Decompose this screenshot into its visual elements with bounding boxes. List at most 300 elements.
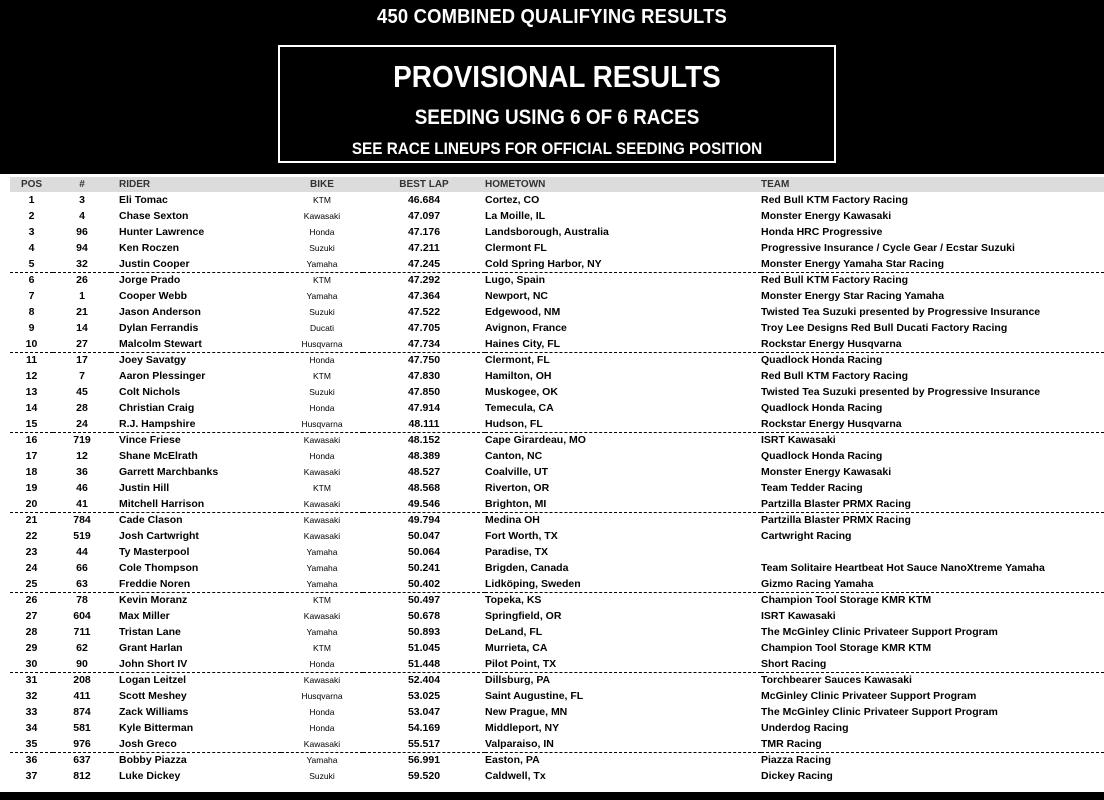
bike-cell: Yamaha <box>306 547 338 557</box>
header-bike: BIKE <box>281 177 363 192</box>
hometown-cell: Avignon, France <box>485 322 567 334</box>
table-row <box>10 304 1104 320</box>
pos-cell: 33 <box>25 706 38 718</box>
table-row <box>10 576 1104 592</box>
lineup-note: SEE RACE LINEUPS FOR OFFICIAL SEEDING POSITION <box>351 139 763 158</box>
team-cell: Monster Energy Star Racing Yamaha <box>761 290 945 302</box>
rider-cell: Joey Savatgy <box>119 354 187 367</box>
team-cell: Piazza Racing <box>761 754 832 767</box>
table-row <box>10 512 1104 528</box>
page-title: 450 COMBINED QUALIFYING RESULTS <box>377 6 727 28</box>
best-lap-cell: 47.176 <box>407 226 441 238</box>
bottom-bar <box>0 792 1104 800</box>
team-cell: The McGinley Clinic Privateer Support Program <box>761 706 998 718</box>
team-cell: Champion Tool Storage KMR KTM <box>761 594 932 607</box>
table-row <box>10 688 1104 704</box>
number-cell: 14 <box>76 322 88 334</box>
pos-cell: 1 <box>28 194 35 206</box>
best-lap-cell: 51.448 <box>363 656 485 672</box>
best-lap-cell: 50.678 <box>407 610 441 622</box>
best-lap-cell: 47.245 <box>363 256 485 272</box>
rider-cell: Luke Dickey <box>119 770 181 782</box>
number-cell: 784 <box>73 514 91 527</box>
team-cell: Quadlock Honda Racing <box>761 450 883 462</box>
rider-cell: Dylan Ferrandis <box>119 322 199 334</box>
results-body <box>10 192 1104 784</box>
pos-cell: 20 <box>10 496 53 512</box>
hometown-cell: Landsborough, Australia <box>485 226 609 238</box>
table-row <box>10 528 1104 544</box>
rider-cell: Justin Cooper <box>111 256 281 272</box>
team-cell: Quadlock Honda Racing <box>761 354 883 367</box>
best-lap-cell: 56.991 <box>407 754 441 767</box>
pos-cell: 22 <box>25 530 38 542</box>
team-cell: ISRT Kawasaki <box>761 610 836 622</box>
best-lap-cell: 47.364 <box>407 290 441 302</box>
pos-cell: 8 <box>28 306 35 318</box>
header-rider: RIDER <box>111 177 281 192</box>
best-lap-cell: 59.520 <box>407 770 441 782</box>
best-lap-cell: 51.045 <box>407 642 441 654</box>
hometown-cell: Newport, NC <box>485 290 548 302</box>
table-row <box>10 656 1104 672</box>
pos-cell: 21 <box>25 514 38 527</box>
bike-cell: Honda <box>309 355 335 366</box>
number-cell: 12 <box>76 450 88 462</box>
hometown-cell: Coalville, UT <box>485 466 549 478</box>
pos-cell: 30 <box>10 656 53 672</box>
header-best-lap: BEST LAP <box>363 177 485 192</box>
rider-cell: Cade Clason <box>119 514 183 527</box>
rider-cell: Zack Williams <box>119 706 189 718</box>
best-lap-cell: 49.546 <box>363 496 485 512</box>
results-table <box>10 177 1104 784</box>
number-cell: 44 <box>76 546 88 558</box>
best-lap-cell: 48.389 <box>407 450 441 462</box>
bike-cell: Yamaha <box>306 627 338 637</box>
bike-cell: KTM <box>313 643 331 653</box>
number-cell: 66 <box>76 562 88 574</box>
rider-cell: Christian Craig <box>119 402 195 414</box>
pos-cell: 23 <box>25 546 38 558</box>
team-cell: Cartwright Racing <box>761 530 852 542</box>
hometown-cell: Medina OH <box>485 514 540 527</box>
pos-cell: 10 <box>10 336 53 352</box>
number-cell: 24 <box>53 416 111 432</box>
pos-cell: 2 <box>28 210 35 222</box>
number-cell: 45 <box>76 386 88 398</box>
hometown-cell: Brigden, Canada <box>485 562 569 574</box>
number-cell: 41 <box>53 496 111 512</box>
rider-cell: Logan Leitzel <box>119 674 187 687</box>
bike-cell: Yamaha <box>306 563 338 573</box>
table-row <box>10 464 1104 480</box>
bike-cell: KTM <box>313 195 331 205</box>
hometown-cell: Hamilton, OH <box>485 370 552 382</box>
bike-cell: Kawasaki <box>303 675 341 686</box>
table-row <box>10 224 1104 240</box>
team-cell: ISRT Kawasaki <box>761 434 836 447</box>
table-row <box>10 352 1104 368</box>
bike-cell: Kawasaki <box>281 496 363 512</box>
pos-cell: 24 <box>25 562 38 574</box>
best-lap-cell: 54.169 <box>407 722 441 734</box>
best-lap-cell: 53.047 <box>407 706 441 718</box>
pos-cell: 4 <box>28 242 35 254</box>
bike-cell: Suzuki <box>309 771 335 781</box>
table-row <box>10 624 1104 640</box>
rider-cell: Colt Nichols <box>119 386 181 398</box>
table-row <box>10 448 1104 464</box>
hometown-cell: New Prague, MN <box>485 706 568 718</box>
pos-cell: 15 <box>10 416 53 432</box>
hometown-cell: Cold Spring Harbor, NY <box>485 256 761 272</box>
rider-cell: R.J. Hampshire <box>111 416 281 432</box>
rider-cell: Garrett Marchbanks <box>119 466 219 478</box>
pos-cell: 26 <box>25 594 38 607</box>
rider-cell: Cooper Webb <box>119 290 188 302</box>
number-cell: 94 <box>76 242 88 254</box>
rider-cell: Aaron Plessinger <box>119 370 206 382</box>
pos-cell: 25 <box>10 576 53 592</box>
hometown-cell: Edgewood, NM <box>485 306 561 318</box>
pos-cell: 19 <box>25 482 38 494</box>
bike-cell: Yamaha <box>281 576 363 592</box>
number-cell: 719 <box>73 434 91 447</box>
best-lap-cell: 50.064 <box>407 546 441 558</box>
best-lap-cell: 47.850 <box>407 386 441 398</box>
table-row <box>10 544 1104 560</box>
best-lap-cell: 50.241 <box>407 562 441 574</box>
best-lap-cell: 49.794 <box>407 514 441 527</box>
team-cell: Monster Energy Yamaha Star Racing <box>761 256 1104 272</box>
table-row <box>10 288 1104 304</box>
pos-cell: 35 <box>10 736 53 752</box>
team-cell: Champion Tool Storage KMR KTM <box>761 642 932 654</box>
bike-cell: KTM <box>313 275 331 286</box>
rider-cell: Malcolm Stewart <box>111 336 281 352</box>
hometown-cell: Middleport, NY <box>485 722 560 734</box>
number-cell: 3 <box>79 194 85 206</box>
pos-cell: 31 <box>25 674 38 687</box>
bike-cell: Honda <box>309 403 335 413</box>
bike-cell: Husqvarna <box>281 416 363 432</box>
hometown-cell: Haines City, FL <box>485 336 761 352</box>
table-row <box>10 720 1104 736</box>
team-cell: Partzilla Blaster PRMX Racing <box>761 514 911 527</box>
table-row <box>10 320 1104 336</box>
hometown-cell: Riverton, OR <box>485 482 550 494</box>
table-row <box>10 336 1104 352</box>
number-cell: 812 <box>73 770 91 782</box>
bike-cell: KTM <box>313 595 331 606</box>
best-lap-cell: 47.292 <box>407 274 441 287</box>
table-row <box>10 240 1104 256</box>
bike-cell: Suzuki <box>309 243 335 253</box>
bike-cell: Honda <box>309 451 335 461</box>
number-cell: 36 <box>76 466 88 478</box>
hometown-cell: Lidköping, Sweden <box>485 576 761 592</box>
hometown-cell: Topeka, KS <box>485 594 542 607</box>
rider-cell: Hunter Lawrence <box>119 226 205 238</box>
hometown-cell: Fort Worth, TX <box>485 530 558 542</box>
team-cell: Partzilla Blaster PRMX Racing <box>761 496 1104 512</box>
rider-cell: Cole Thompson <box>119 562 199 574</box>
best-lap-cell: 47.705 <box>407 322 441 334</box>
team-cell: TMR Racing <box>761 736 1104 752</box>
best-lap-cell: 47.914 <box>407 402 441 414</box>
team-cell: The McGinley Clinic Privateer Support Program <box>761 626 998 638</box>
number-cell: 581 <box>73 722 91 734</box>
team-cell: Rockstar Energy Husqvarna <box>761 336 1104 352</box>
pos-cell: 17 <box>25 450 38 462</box>
best-lap-cell: 48.527 <box>407 466 441 478</box>
hometown-cell: La Moille, IL <box>485 210 546 222</box>
table-row <box>10 592 1104 608</box>
pos-cell: 27 <box>25 610 38 622</box>
best-lap-cell: 47.097 <box>407 210 441 222</box>
number-cell: 17 <box>76 354 88 367</box>
header-number: # <box>53 177 111 192</box>
bike-cell: Honda <box>309 723 335 733</box>
bike-cell: Yamaha <box>306 291 338 301</box>
table-row <box>10 640 1104 656</box>
bike-cell: Husqvarna <box>281 336 363 352</box>
team-cell: Dickey Racing <box>761 770 833 782</box>
table-row <box>10 608 1104 624</box>
table-header-row <box>10 177 1104 192</box>
number-cell: 21 <box>76 306 88 318</box>
hometown-cell: Cortez, CO <box>485 194 540 206</box>
header-hometown: HOMETOWN <box>485 177 761 192</box>
hometown-cell: Clermont FL <box>485 242 547 254</box>
table-row <box>10 368 1104 384</box>
number-cell: 7 <box>79 370 85 382</box>
pos-cell: 7 <box>28 290 35 302</box>
provisional-title: PROVISIONAL RESULTS <box>393 59 721 94</box>
pos-cell: 9 <box>28 322 35 334</box>
number-cell: 28 <box>76 402 88 414</box>
rider-cell: Jorge Prado <box>119 274 181 287</box>
team-cell: Red Bull KTM Factory Racing <box>761 194 909 206</box>
bike-cell: Husqvarna <box>301 691 343 701</box>
pos-cell: 12 <box>25 370 38 382</box>
best-lap-cell: 47.211 <box>408 242 440 254</box>
bike-cell: Yamaha <box>281 256 363 272</box>
pos-cell: 16 <box>25 434 38 447</box>
rider-cell: John Short IV <box>111 656 281 672</box>
hometown-cell: Murrieta, CA <box>485 642 548 654</box>
number-cell: 78 <box>76 594 88 607</box>
hometown-cell: Pilot Point, TX <box>485 656 761 672</box>
pos-cell: 13 <box>25 386 38 398</box>
rider-cell: Chase Sexton <box>119 210 189 222</box>
table-row <box>10 272 1104 288</box>
provisional-box <box>278 45 836 163</box>
pos-cell: 6 <box>28 274 35 287</box>
table-row <box>10 736 1104 752</box>
best-lap-cell: 47.734 <box>363 336 485 352</box>
number-cell: 46 <box>76 482 88 494</box>
number-cell: 711 <box>73 626 91 638</box>
table-row <box>10 384 1104 400</box>
team-cell: Honda HRC Progressive <box>761 226 883 238</box>
pos-cell: 11 <box>25 354 38 367</box>
number-cell: 26 <box>76 274 88 287</box>
bike-cell: Kawasaki <box>303 467 341 477</box>
team-cell: Monster Energy Kawasaki <box>761 210 892 222</box>
bike-cell: Kawasaki <box>303 515 341 526</box>
hometown-cell: Paradise, TX <box>485 546 549 558</box>
table-row <box>10 752 1104 768</box>
bike-cell: Kawasaki <box>281 736 363 752</box>
number-cell: 32 <box>53 256 111 272</box>
pos-cell: 5 <box>10 256 53 272</box>
hometown-cell: Caldwell, Tx <box>485 770 546 782</box>
hometown-cell: Canton, NC <box>485 450 543 462</box>
table-row <box>10 496 1104 512</box>
hometown-cell: Clermont, FL <box>485 354 550 367</box>
rider-cell: Eli Tomac <box>119 194 168 206</box>
number-cell: 208 <box>73 674 91 687</box>
rider-cell: Ty Masterpool <box>119 546 190 558</box>
best-lap-cell: 47.830 <box>407 370 441 382</box>
bike-cell: Yamaha <box>306 755 338 766</box>
table-row <box>10 704 1104 720</box>
rider-cell: Shane McElrath <box>119 450 198 462</box>
pos-cell: 3 <box>28 226 35 238</box>
best-lap-cell: 50.893 <box>407 626 441 638</box>
team-cell: Progressive Insurance / Cycle Gear / Ecstar Suzuki <box>761 242 1015 254</box>
table-row <box>10 256 1104 272</box>
hometown-cell: Temecula, CA <box>485 402 554 414</box>
pos-cell: 28 <box>25 626 38 638</box>
header-pos: POS <box>10 177 53 192</box>
best-lap-cell: 52.404 <box>407 674 441 687</box>
team-cell: Twisted Tea Suzuki presented by Progressive Insurance <box>761 306 1041 318</box>
team-cell <box>761 544 1104 560</box>
table-row <box>10 400 1104 416</box>
hometown-cell: Easton, PA <box>485 754 540 767</box>
header-banner <box>0 0 1104 174</box>
number-cell: 63 <box>53 576 111 592</box>
best-lap-cell: 50.402 <box>363 576 485 592</box>
best-lap-cell: 46.684 <box>407 194 441 206</box>
pos-cell: 32 <box>25 690 38 702</box>
table-row <box>10 672 1104 688</box>
team-cell: Monster Energy Kawasaki <box>761 466 892 478</box>
bike-cell: Kawasaki <box>303 611 341 621</box>
hometown-cell: Muskogee, OK <box>485 386 558 398</box>
pos-cell: 36 <box>25 754 38 767</box>
team-cell: Underdog Racing <box>761 722 849 734</box>
pos-cell: 14 <box>25 402 38 414</box>
pos-cell: 34 <box>25 722 38 734</box>
rider-cell: Kyle Bitterman <box>119 722 194 734</box>
number-cell: 519 <box>73 530 91 542</box>
rider-cell: Scott Meshey <box>119 690 187 702</box>
bike-cell: Ducati <box>309 323 335 333</box>
best-lap-cell: 47.522 <box>407 306 441 318</box>
team-cell: Torchbearer Sauces Kawasaki <box>761 674 912 687</box>
best-lap-cell: 53.025 <box>407 690 441 702</box>
number-cell: 62 <box>76 642 88 654</box>
rider-cell: Max Miller <box>119 610 170 622</box>
team-cell: Red Bull KTM Factory Racing <box>761 274 909 287</box>
best-lap-cell: 48.152 <box>407 434 441 447</box>
table-row <box>10 432 1104 448</box>
number-cell: 4 <box>79 210 85 222</box>
number-cell: 604 <box>73 610 91 622</box>
best-lap-cell: 48.111 <box>363 416 485 432</box>
number-cell: 90 <box>53 656 111 672</box>
rider-cell: Justin Hill <box>119 482 170 494</box>
team-cell: Rockstar Energy Husqvarna <box>761 416 1104 432</box>
best-lap-cell: 50.497 <box>407 594 441 607</box>
hometown-cell: Springfield, OR <box>485 610 562 622</box>
number-cell: 96 <box>76 226 88 238</box>
rider-cell: Ken Roczen <box>119 242 180 254</box>
table-row <box>10 416 1104 432</box>
rider-cell: Tristan Lane <box>119 626 181 638</box>
rider-cell: Jason Anderson <box>119 306 201 318</box>
hometown-cell: DeLand, FL <box>485 626 543 638</box>
bike-cell: Suzuki <box>309 387 335 397</box>
bike-cell: Kawasaki <box>303 435 341 446</box>
number-cell: 637 <box>73 754 91 767</box>
number-cell: 411 <box>73 690 91 702</box>
team-cell: Quadlock Honda Racing <box>761 402 883 414</box>
team-cell: Team Tedder Racing <box>761 482 863 494</box>
header-team: TEAM <box>761 177 1104 192</box>
hometown-cell: Hudson, FL <box>485 416 761 432</box>
best-lap-cell: 47.750 <box>407 354 441 367</box>
best-lap-cell: 55.517 <box>363 736 485 752</box>
team-cell: Gizmo Racing Yamaha <box>761 576 1104 592</box>
team-cell: Short Racing <box>761 656 1104 672</box>
pos-cell: 37 <box>25 770 38 782</box>
number-cell: 874 <box>73 706 91 718</box>
bike-cell: Honda <box>281 656 363 672</box>
bike-cell: Honda <box>309 707 335 717</box>
table-row <box>10 208 1104 224</box>
rider-cell: Mitchell Harrison <box>111 496 281 512</box>
hometown-cell: Cape Girardeau, MO <box>485 434 586 447</box>
bike-cell: Kawasaki <box>303 531 341 541</box>
bike-cell: KTM <box>313 483 331 493</box>
team-cell: Troy Lee Designs Red Bull Ducati Factory Racing <box>761 322 1008 334</box>
best-lap-cell: 48.568 <box>407 482 441 494</box>
number-cell: 976 <box>53 736 111 752</box>
table-row <box>10 192 1104 208</box>
hometown-cell: Saint Augustine, FL <box>485 690 584 702</box>
team-cell: Team Solitaire Heartbeat Hot Sauce NanoXtreme Yamaha <box>761 562 1045 574</box>
hometown-cell: Lugo, Spain <box>485 274 546 287</box>
bike-cell: KTM <box>313 371 331 381</box>
hometown-cell: Valparaiso, IN <box>485 736 761 752</box>
rider-cell: Josh Greco <box>111 736 281 752</box>
table-row <box>10 768 1104 784</box>
bike-cell: Honda <box>309 227 335 237</box>
rider-cell: Grant Harlan <box>119 642 183 654</box>
rider-cell: Bobby Piazza <box>119 754 187 767</box>
hometown-cell: Dillsburg, PA <box>485 674 551 687</box>
table-row <box>10 560 1104 576</box>
bike-cell: Kawasaki <box>303 211 341 221</box>
rider-cell: Freddie Noren <box>111 576 281 592</box>
number-cell: 27 <box>53 336 111 352</box>
team-cell: Twisted Tea Suzuki presented by Progressive Insurance <box>761 386 1041 398</box>
